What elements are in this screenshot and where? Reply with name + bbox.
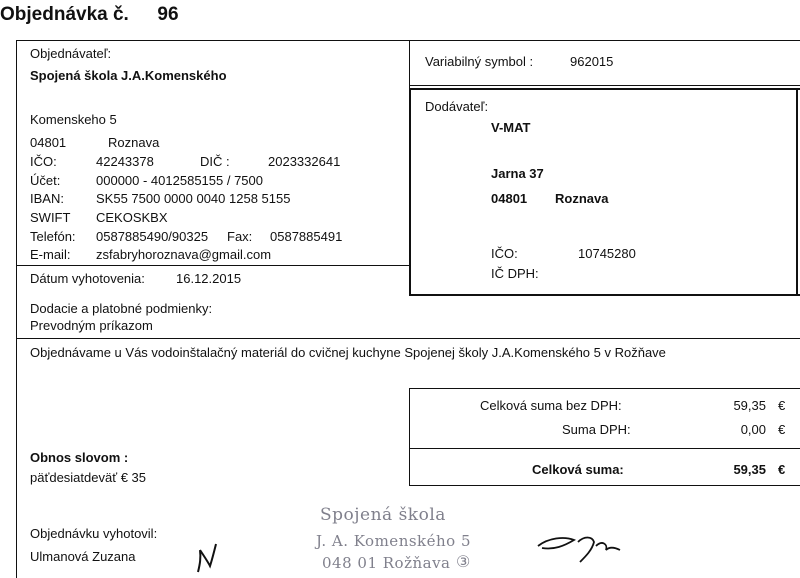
total-value: 59,35 (733, 462, 766, 477)
supplier-name: V-MAT (491, 120, 531, 135)
supplier-heading: Dodávateľ: (425, 99, 489, 114)
vat-value: 0,00 (740, 422, 766, 437)
buyer-phone-label: Telefón: (30, 229, 76, 244)
total-row-separator (409, 448, 800, 449)
buyer-zip: 04801 (30, 135, 67, 150)
currency-symbol: € (778, 398, 786, 413)
totals-box-top (409, 388, 800, 389)
buyer-fax-label: Fax: (227, 229, 253, 244)
amount-words-heading: Obnos slovom : (30, 450, 129, 465)
terms-value: Prevodným príkazom (30, 318, 153, 333)
currency-symbol: € (778, 422, 786, 437)
buyer-iban-label: IBAN: (30, 191, 64, 206)
supplier-street: Jarna 37 (491, 166, 544, 181)
supplier-box-left (409, 88, 411, 296)
supplier-city: Roznava (555, 191, 609, 206)
supplier-ico: 10745280 (578, 246, 636, 261)
buyer-city: Roznava (108, 135, 160, 150)
stamp-line-1: Spojená škola (320, 505, 446, 525)
buyer-email-label: E-mail: (30, 247, 71, 262)
total-without-vat-value: 59,35 (733, 398, 766, 413)
title-label: Objednávka č. (0, 4, 129, 25)
totals-box-bottom (409, 485, 800, 486)
signature-left (192, 536, 232, 578)
buyer-ico-label: IČO: (30, 154, 57, 169)
buyer-name: Spojená škola J.A.Komenského (30, 68, 227, 83)
vat-label: Suma DPH: (562, 422, 631, 437)
frame-left (16, 40, 17, 578)
supplier-box-bottom (409, 294, 800, 296)
buyer-street: Komenskeho 5 (30, 112, 117, 127)
buyer-phone: 0587885490/90325 (96, 229, 209, 244)
variable-symbol-value: 962015 (570, 54, 614, 69)
order-number: 96 (157, 4, 179, 25)
stamp-mark: ③ (456, 552, 471, 571)
total-without-vat-label: Celková suma bez DPH: (480, 398, 622, 413)
buyer-account: 000000 - 4012585155 / 7500 (96, 173, 263, 188)
order-text: Objednávame u Vás vodoinštalačný materiál do cvičnej kuchyne Spojenej školy J.A.Komenského 5 v Rožňave (30, 345, 666, 360)
supplier-ico-label: IČO: (491, 246, 518, 261)
terms-heading: Dodacie a platobné podmienky: (30, 301, 213, 316)
date-label: Dátum vyhotovenia: (30, 271, 145, 286)
date-value: 16.12.2015 (176, 271, 242, 286)
stamp-line-2: J. A. Komenského 5 (316, 532, 472, 550)
stamp-line-3: 048 01 Rožňava (322, 554, 451, 572)
buyer-fax: 0587885491 (270, 229, 343, 244)
buyer-swift-label: SWIFT (30, 210, 71, 225)
buyer-iban: SK55 7500 0000 0040 1258 5155 (96, 191, 291, 206)
totals-box-left (409, 388, 410, 486)
signature-right (534, 528, 624, 568)
variable-symbol-label: Variabilný symbol : (425, 54, 534, 69)
buyer-email: zsfabryhoroznava@gmail.com (96, 247, 272, 262)
buyer-ico: 42243378 (96, 154, 154, 169)
amount-words-value: päťdesiatdeväť € 35 (30, 470, 147, 485)
supplier-box-right (796, 88, 798, 296)
symbol-bottom-border (409, 85, 800, 86)
supplier-icdph-label: IČ DPH: (491, 266, 539, 281)
frame-top (16, 40, 800, 41)
buyer-date-separator (16, 265, 410, 266)
document-title (0, 4, 179, 26)
buyer-dic: 2023332641 (268, 154, 341, 169)
buyer-account-label: Účet: (30, 173, 61, 188)
buyer-heading: Objednávateľ: (30, 46, 112, 61)
issued-by-heading: Objednávku vyhotovil: (30, 526, 158, 541)
currency-symbol: € (778, 462, 786, 477)
issued-by-name: Ulmanová Zuzana (30, 549, 136, 564)
total-label: Celková suma: (532, 462, 624, 477)
buyer-swift: CEKOSKBX (96, 210, 168, 225)
supplier-box-top (409, 88, 800, 90)
terms-bottom-border (16, 338, 800, 339)
supplier-zip: 04801 (491, 191, 528, 206)
buyer-dic-label: DIČ : (200, 154, 230, 169)
